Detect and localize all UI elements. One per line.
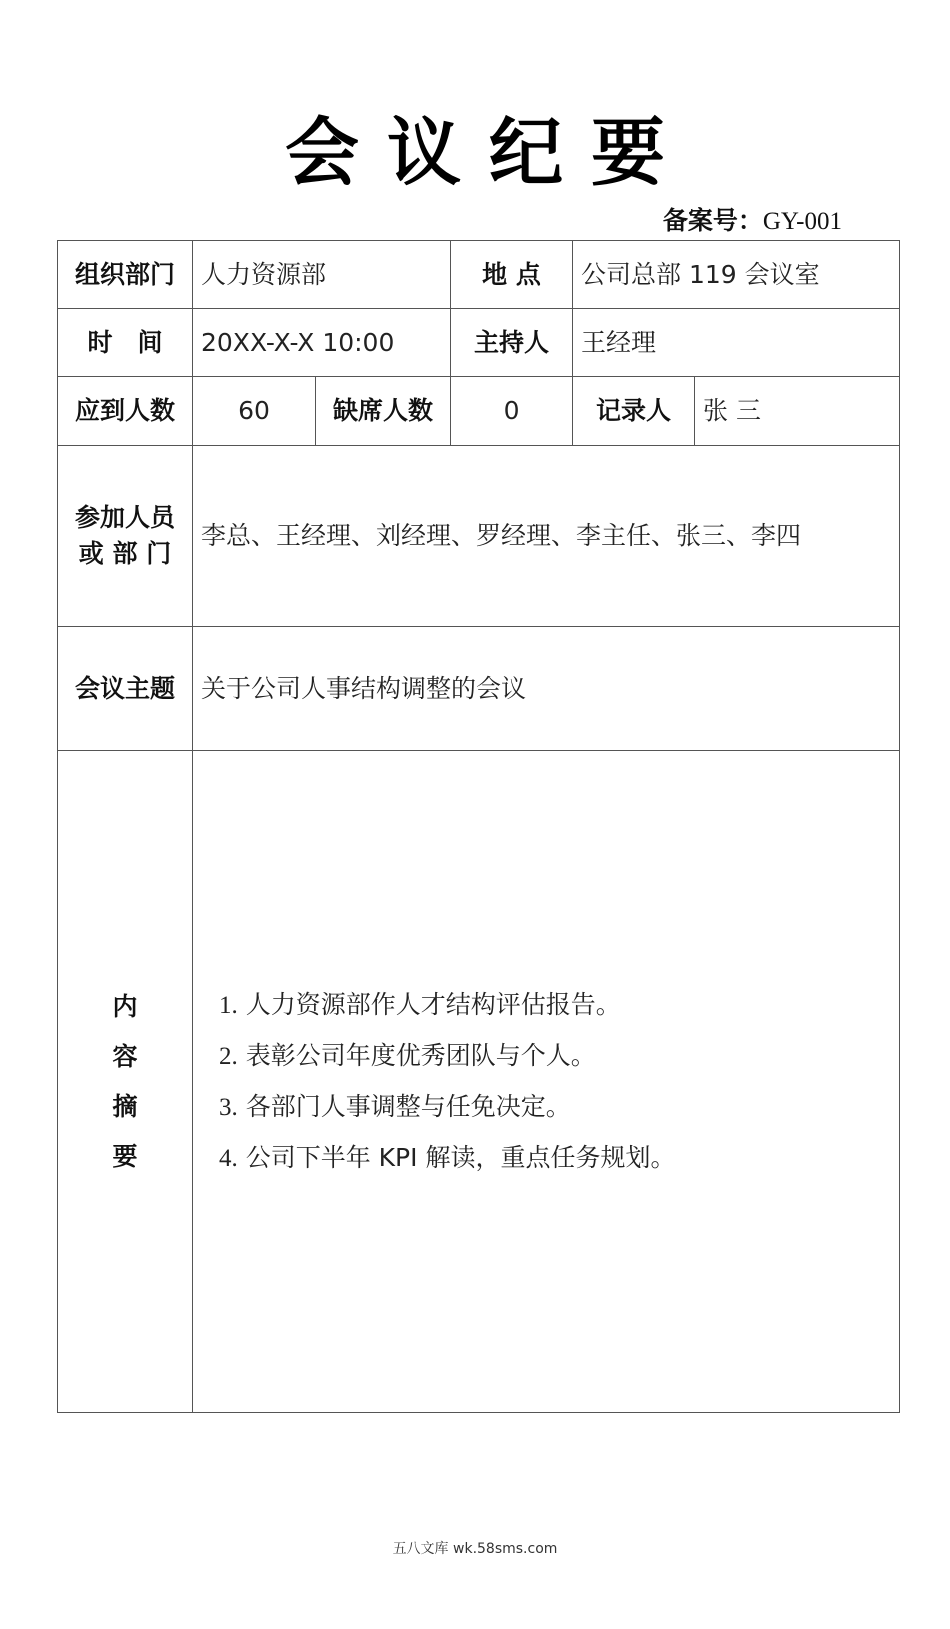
participants-label-line2: 或 部 门 — [78, 539, 172, 568]
location-value: 公司总部 119 会议室 — [573, 241, 900, 309]
list-item-index: 4. — [219, 1144, 238, 1172]
participants-label-line1: 参加人员 — [74, 503, 175, 532]
expected-count-label: 应到人数 — [58, 377, 193, 446]
list-item-text: 各部门人事调整与任免决定。 — [245, 1091, 571, 1121]
absent-count-value: 0 — [451, 377, 573, 446]
table-row — [58, 627, 900, 751]
summary-content — [193, 751, 900, 1413]
summary-list — [201, 980, 891, 1184]
participants-value: 李总、王经理、刘经理、罗经理、李主任、张三、李四 — [193, 446, 900, 627]
table-row — [58, 309, 900, 377]
recorder-label: 记录人 — [573, 377, 695, 446]
list-item-text: 人力资源部作人才结构评估报告。 — [245, 989, 621, 1019]
table-row — [58, 377, 900, 446]
topic-label: 会议主题 — [58, 627, 193, 751]
summary-label-char: 内 — [112, 991, 138, 1021]
recorder-value: 张 三 — [695, 377, 900, 446]
list-item-text: 表彰公司年度优秀团队与个人。 — [245, 1040, 596, 1070]
record-number-label: 备案号： — [662, 206, 763, 235]
topic-value: 关于公司人事结构调整的会议 — [193, 627, 900, 751]
list-item — [219, 980, 891, 1031]
footer-watermark: 五八文库 wk.58sms.com — [392, 1541, 558, 1557]
record-number-value: GY-001 — [762, 208, 842, 235]
participants-label — [58, 446, 193, 627]
time-label: 时 间 — [58, 309, 193, 377]
summary-label-char: 要 — [112, 1141, 138, 1171]
list-item-index: 3. — [219, 1093, 238, 1121]
summary-label — [58, 751, 193, 1413]
document-title: 会议纪要 — [285, 110, 693, 196]
list-item-text: 公司下半年 KPI 解读，重点任务规划。 — [245, 1142, 676, 1172]
summary-label-char: 容 — [112, 1041, 138, 1071]
table-row — [58, 446, 900, 627]
time-value: 20XX-X-X 10:00 — [193, 309, 451, 377]
list-item — [219, 1082, 891, 1133]
table-row — [58, 751, 900, 1413]
absent-count-label: 缺席人数 — [316, 377, 451, 446]
expected-count-value: 60 — [193, 377, 316, 446]
host-value: 王经理 — [573, 309, 900, 377]
dept-value: 人力资源部 — [193, 241, 451, 309]
summary-label-char: 摘 — [112, 1091, 138, 1121]
location-label: 地 点 — [451, 241, 573, 309]
list-item — [219, 1133, 891, 1184]
list-item-index: 2. — [219, 1042, 238, 1070]
host-label: 主持人 — [451, 309, 573, 377]
minutes-table — [57, 240, 900, 1413]
record-number — [663, 206, 842, 237]
table-row — [58, 241, 900, 309]
list-item — [219, 1031, 891, 1082]
dept-label: 组织部门 — [58, 241, 193, 309]
list-item-index: 1. — [219, 991, 238, 1019]
